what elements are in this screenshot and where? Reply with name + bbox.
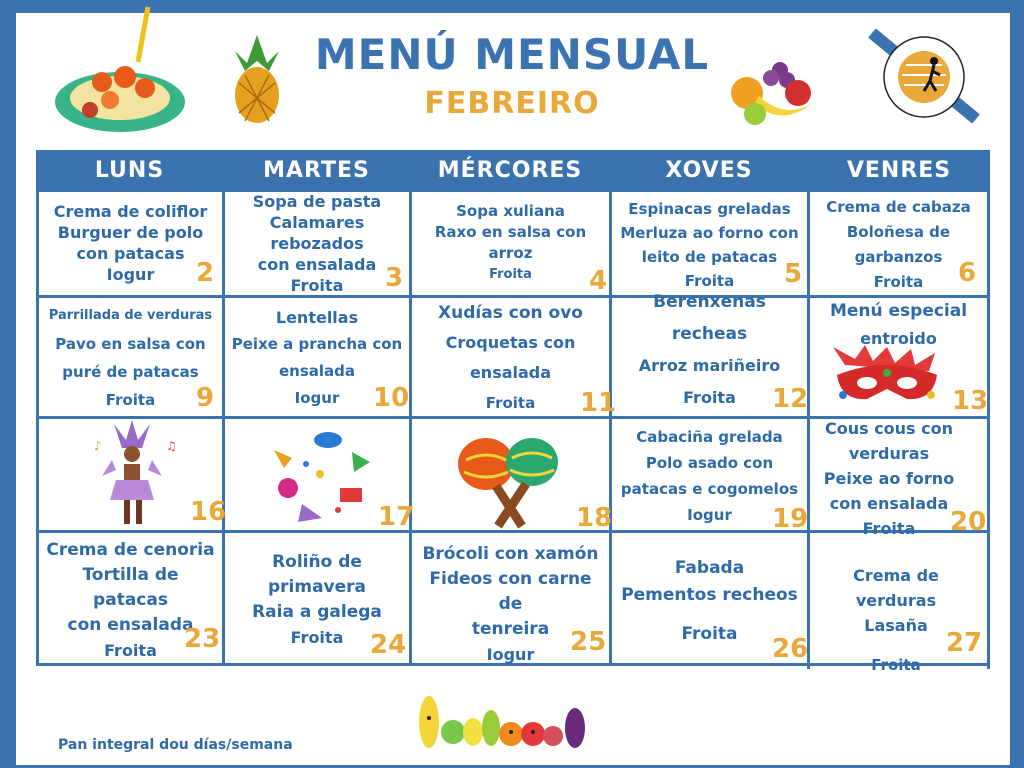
day-number: 19 xyxy=(772,504,809,534)
day-number: 3 xyxy=(385,263,404,293)
day-number: 9 xyxy=(196,383,215,413)
page-title: MENÚ MENSUAL xyxy=(314,30,710,79)
day-number: 13 xyxy=(952,386,989,416)
day-number: 5 xyxy=(784,259,803,289)
day-header-venres: VENRES xyxy=(846,158,952,183)
menu-cell: Cous cous con verduras Peixe ao forno con ensalada Froita xyxy=(823,418,955,538)
menu-cell: Roliño de primavera Raia a galega Froita xyxy=(252,552,382,647)
menu-cell: Menú especial entroido xyxy=(829,301,968,348)
school-logo-icon xyxy=(866,25,982,125)
menu-cell: Cabaciña grelada Polo asado con patacas e cogomelos Iogur xyxy=(620,428,799,524)
day-header-xoves: XOVES xyxy=(665,158,753,183)
menu-cell: Crema de verduras Lasaña Froita xyxy=(853,566,939,674)
carnival-mask-icon xyxy=(825,345,950,413)
menu-cell: Fabada Pementos recheos Froita xyxy=(621,558,798,644)
day-number: 26 xyxy=(772,634,809,664)
day-number: 10 xyxy=(373,383,410,413)
svg-text:♪: ♪ xyxy=(94,439,102,453)
menu-cell: Espinacas greladas Merluza ao forno con leito de patacas Froita xyxy=(620,200,799,290)
menu-cell: Berenxenas recheas Arroz mariñeiro Froita xyxy=(638,292,781,407)
menu-cell: Sopa xuliana Raxo en salsa con arroz Froita xyxy=(434,202,587,282)
grid-vline xyxy=(987,192,990,669)
day-number: 12 xyxy=(772,384,809,414)
day-header-mercores: MÉRCORES xyxy=(437,158,583,183)
fruits-icon xyxy=(725,48,820,126)
day-number: 27 xyxy=(946,628,983,658)
maracas-icon xyxy=(452,430,567,530)
menu-cell: Crema de cenoria Tortilla de patacas con ensalada Froita xyxy=(46,539,215,660)
menu-cell: Sopa de pasta Calamares rebozados con ensalada Froita xyxy=(252,191,382,295)
svg-text:♫: ♫ xyxy=(166,439,177,453)
confetti-icon xyxy=(262,422,377,530)
veggies-row-icon xyxy=(415,692,600,758)
day-number: 11 xyxy=(580,388,617,418)
carnival-dancer-icon xyxy=(92,420,182,530)
day-number: 4 xyxy=(589,266,608,296)
page-subtitle: FEBREIRO xyxy=(424,86,600,121)
day-number: 24 xyxy=(370,630,407,660)
day-number: 2 xyxy=(196,258,215,288)
day-number: 23 xyxy=(184,624,221,654)
menu-cell: Lentellas Peixe a prancha con ensalada Iogur xyxy=(231,307,403,407)
menu-cell: Brócoli con xamón Fideos con carne de tenreira Iogur xyxy=(422,543,599,664)
day-header-bar xyxy=(36,150,990,192)
day-number: 16 xyxy=(190,497,227,527)
menu-cell: Crema de coliflor Burguer de polo con patacas Iogur xyxy=(53,202,208,284)
day-number: 25 xyxy=(570,627,607,657)
day-number: 20 xyxy=(950,507,987,537)
footer-note: Pan integral dou días/semana xyxy=(58,737,293,753)
day-number: 17 xyxy=(378,502,415,532)
day-header-martes: MARTES xyxy=(263,158,370,183)
menu-cell: Crema de cabaza Boloñesa de garbanzos Froita xyxy=(826,198,971,291)
menu-cell: Xudías con ovo Croquetas con ensalada Froita xyxy=(438,302,583,412)
day-number: 6 xyxy=(958,258,977,288)
day-header-luns: LUNS xyxy=(94,158,165,183)
menu-cell: Parrillada de verduras Pavo en salsa con puré de patacas Froita xyxy=(48,307,213,409)
day-number: 18 xyxy=(576,503,613,533)
